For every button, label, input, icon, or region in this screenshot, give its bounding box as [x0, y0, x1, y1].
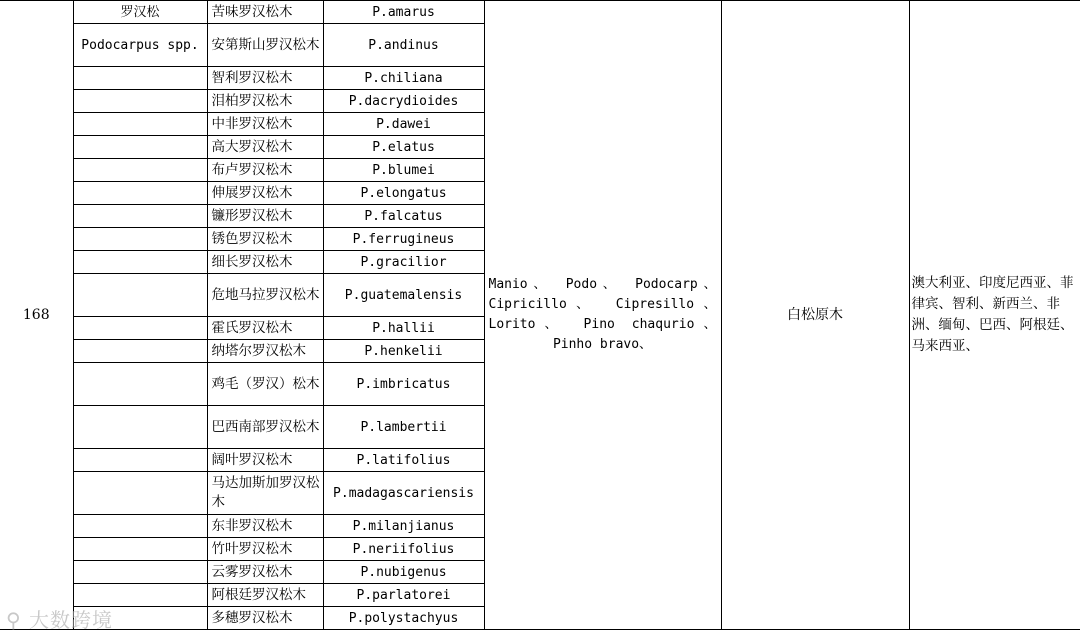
species-cn-name: 霍氏罗汉松木	[207, 317, 323, 340]
genus-empty-cell	[73, 538, 207, 561]
species-latin-name: P.amarus	[323, 1, 484, 24]
genus-empty-cell	[73, 205, 207, 228]
species-cn-name: 纳塔尔罗汉松木	[207, 340, 323, 363]
species-cn-name: 中非罗汉松木	[207, 113, 323, 136]
species-latin-name: P.guatemalensis	[323, 274, 484, 317]
genus-empty-cell	[73, 136, 207, 159]
genus-empty-cell	[73, 274, 207, 317]
species-latin-name: P.parlatorei	[323, 584, 484, 607]
genus-empty-cell	[73, 584, 207, 607]
species-cn-name: 竹叶罗汉松木	[207, 538, 323, 561]
species-latin-name: P.imbricatus	[323, 363, 484, 406]
genus-empty-cell	[73, 561, 207, 584]
species-cn-name: 细长罗汉松木	[207, 251, 323, 274]
genus-empty-cell	[73, 406, 207, 449]
goods-name: 白松原木	[721, 1, 909, 630]
species-latin-name: P.lambertii	[323, 406, 484, 449]
genus-cn: 罗汉松	[73, 1, 207, 24]
species-latin-name: P.madagascariensis	[323, 472, 484, 515]
table-row	[0, 1, 1080, 24]
species-latin-name: P.dacrydioides	[323, 90, 484, 113]
species-cn-name: 鸡毛（罗汉）松木	[207, 363, 323, 406]
genus-empty-cell	[73, 182, 207, 205]
genus-empty-cell	[73, 363, 207, 406]
species-latin-name: P.andinus	[323, 24, 484, 67]
species-cn-name: 苦味罗汉松木	[207, 1, 323, 24]
genus-empty-cell	[73, 251, 207, 274]
species-latin-name: P.milanjianus	[323, 515, 484, 538]
species-cn-name: 巴西南部罗汉松木	[207, 406, 323, 449]
species-latin-name: P.gracilior	[323, 251, 484, 274]
species-latin-name: P.chiliana	[323, 67, 484, 90]
species-latin-name: P.falcatus	[323, 205, 484, 228]
genus-empty-cell	[73, 607, 207, 630]
species-cn-name: 多穗罗汉松木	[207, 607, 323, 630]
genus-latin: Podocarpus spp.	[73, 24, 207, 67]
species-latin-name: P.elatus	[323, 136, 484, 159]
species-cn-name: 高大罗汉松木	[207, 136, 323, 159]
genus-empty-cell	[73, 113, 207, 136]
origin-regions: 澳大利亚、印度尼西亚、菲律宾、智利、新西兰、非洲、缅甸、巴西、阿根廷、马来西亚、	[909, 1, 1080, 630]
species-latin-name: P.neriifolius	[323, 538, 484, 561]
species-latin-name: P.elongatus	[323, 182, 484, 205]
species-cn-name: 泪柏罗汉松木	[207, 90, 323, 113]
species-cn-name: 马达加斯加罗汉松木	[207, 472, 323, 515]
genus-empty-cell	[73, 90, 207, 113]
species-cn-name: 智利罗汉松木	[207, 67, 323, 90]
species-latin-name: P.blumei	[323, 159, 484, 182]
species-latin-name: P.henkelii	[323, 340, 484, 363]
watermark-text: 大数跨境	[29, 608, 114, 632]
genus-empty-cell	[73, 228, 207, 251]
genus-empty-cell	[73, 472, 207, 515]
species-cn-name: 安第斯山罗汉松木	[207, 24, 323, 67]
species-cn-name: 锈色罗汉松木	[207, 228, 323, 251]
species-latin-name: P.hallii	[323, 317, 484, 340]
genus-empty-cell	[73, 159, 207, 182]
species-cn-name: 危地马拉罗汉松木	[207, 274, 323, 317]
species-latin-name: P.latifolius	[323, 449, 484, 472]
species-latin-name: P.nubigenus	[323, 561, 484, 584]
genus-empty-cell	[73, 67, 207, 90]
trade-names: Manio、 Podo、 Podocarp、 Cipricillo、 Cipresillo、 Lorito、 Pino chaqurio、 Pinho bravo、	[484, 1, 721, 630]
species-cn-name: 镰形罗汉松木	[207, 205, 323, 228]
species-cn-name: 布卢罗汉松木	[207, 159, 323, 182]
genus-empty-cell	[73, 449, 207, 472]
species-latin-name: P.ferrugineus	[323, 228, 484, 251]
species-cn-name: 东非罗汉松木	[207, 515, 323, 538]
genus-empty-cell	[73, 340, 207, 363]
species-latin-name: P.dawei	[323, 113, 484, 136]
serial-number: 168	[0, 1, 73, 630]
watermark-logo: ⚲ 大数跨境	[6, 608, 114, 632]
species-cn-name: 云雾罗汉松木	[207, 561, 323, 584]
species-cn-name: 阿根廷罗汉松木	[207, 584, 323, 607]
species-latin-name: P.polystachyus	[323, 607, 484, 630]
species-cn-name: 伸展罗汉松木	[207, 182, 323, 205]
genus-empty-cell	[73, 317, 207, 340]
genus-empty-cell	[73, 515, 207, 538]
species-cn-name: 阔叶罗汉松木	[207, 449, 323, 472]
